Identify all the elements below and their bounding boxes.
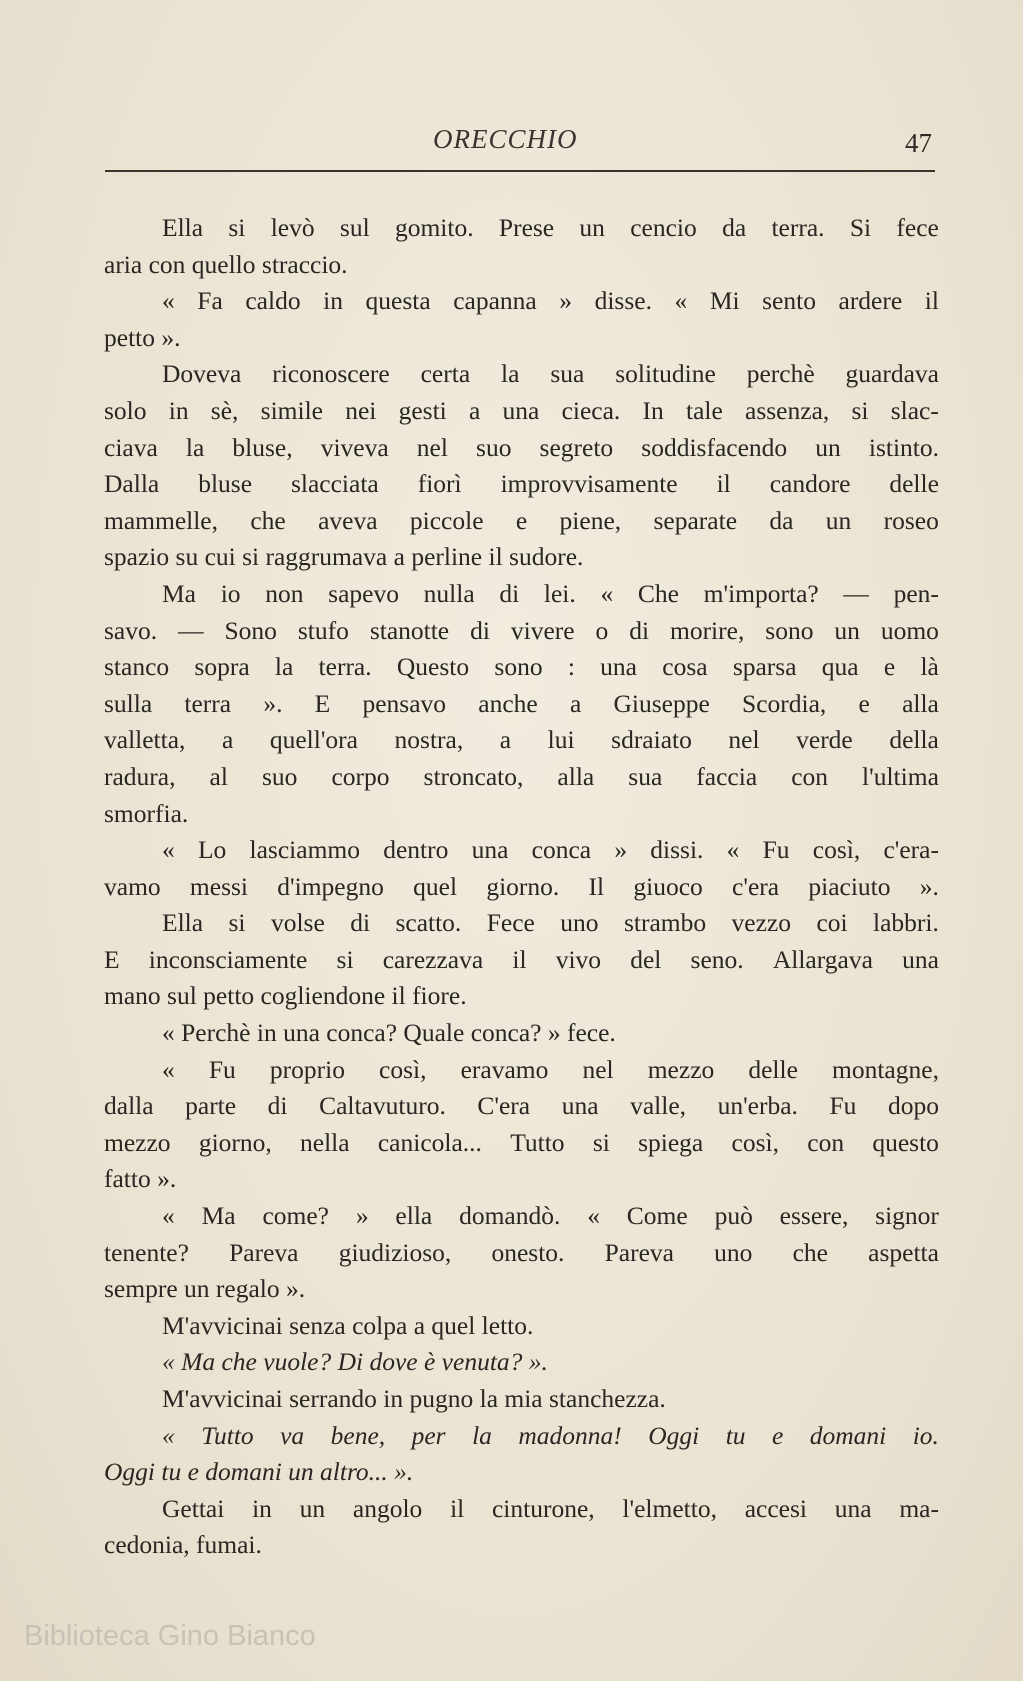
- text-line: savo. — Sono stufo stanotte di vivere o di morire, sono un uomo: [104, 615, 939, 645]
- text-line: mano sul petto cogliendone il fiore.: [104, 981, 467, 1011]
- text-line: smorfia.: [104, 798, 189, 828]
- body-text: [104, 210, 939, 1564]
- text-line: mammelle, che aveva piccole e piene, separate da un roseo: [104, 505, 939, 535]
- text-line: Ella si levò sul gomito. Prese un cencio da terra. Si fece: [162, 213, 939, 242]
- text-line: radura, al suo corpo stroncato, alla sua faccia con l'ultima: [104, 761, 939, 791]
- text-line: E inconsciamente si carezzava il vivo del seno. Allargava una: [104, 944, 939, 974]
- text-line: fatto ».: [104, 1164, 177, 1194]
- running-title: ORECCHIO: [433, 124, 578, 154]
- text-line: vamo messi d'impegno quel giorno. Il giuoco c'era piaciuto ».: [104, 871, 939, 901]
- text-line: valletta, a quell'ora nostra, a lui sdraiato nel verde della: [104, 725, 939, 755]
- text-line: « Ma come? » ella domandò. « Come può essere, signor: [162, 1201, 939, 1231]
- text-line: Gettai in un angolo il cinturone, l'elmetto, accesi una ma-: [162, 1493, 939, 1523]
- text-line: mezzo giorno, nella canicola... Tutto si spiega così, con questo: [104, 1127, 939, 1157]
- text-line: cedonia, fumai.: [104, 1530, 262, 1560]
- text-line: aria con quello straccio.: [104, 249, 348, 279]
- text-line: ciava la bluse, viveva nel suo segreto soddisfacendo un istinto.: [104, 432, 939, 462]
- text-line: Dalla bluse slacciata fiorì improvvisamente il candore delle: [104, 469, 939, 499]
- text-line: « Perchè in una conca? Quale conca? » fece.: [162, 1018, 616, 1048]
- text-line: Ma io non sapevo nulla di lei. « Che m'importa? — pen-: [162, 578, 939, 608]
- text-line: solo in sè, simile nei gesti a una cieca. In tale assenza, si slac-: [104, 395, 939, 425]
- text-line: Oggi tu e domani un altro... ».: [104, 1457, 414, 1487]
- text-line: sulla terra ». E pensavo anche a Giuseppe Scordia, e alla: [104, 688, 939, 718]
- text-line: Doveva riconoscere certa la sua solitudine perchè guardava: [162, 359, 939, 389]
- text-line: Ella si volse di scatto. Fece uno strambo vezzo coi labbri.: [162, 908, 939, 938]
- text-line: « Ma che vuole? Di dove è venuta? ».: [162, 1347, 548, 1377]
- text-line: stanco sopra la terra. Questo sono : una cosa sparsa qua e là: [104, 652, 939, 682]
- text-line: « Fu proprio così, eravamo nel mezzo delle montagne,: [162, 1054, 939, 1084]
- text-line: tenente? Pareva giudizioso, onesto. Pareva uno che aspetta: [104, 1237, 939, 1267]
- text-line: sempre un regalo ».: [104, 1274, 306, 1304]
- text-line: M'avvicinai serrando in pugno la mia stanchezza.: [162, 1384, 666, 1413]
- text-line: petto ».: [104, 322, 181, 352]
- text-line: « Fa caldo in questa capanna » disse. « Mi sento ardere il: [162, 286, 939, 316]
- page-number: 47: [905, 128, 932, 158]
- text-line: dalla parte di Caltavuturo. C'era una valle, un'erba. Fu dopo: [104, 1091, 939, 1121]
- text-line: « Tutto va bene, per la madonna! Oggi tu e domani io.: [162, 1420, 939, 1450]
- text-line: spazio su cui si raggrumava a perline il sudore.: [104, 542, 584, 572]
- text-line: M'avvicinai senza colpa a quel letto.: [162, 1310, 534, 1340]
- text-line: « Lo lasciammo dentro una conca » dissi. « Fu così, c'era-: [162, 835, 939, 865]
- library-watermark: Biblioteca Gino Bianco: [24, 1620, 316, 1652]
- header-rule: [105, 170, 935, 172]
- page-header: [0, 118, 1023, 158]
